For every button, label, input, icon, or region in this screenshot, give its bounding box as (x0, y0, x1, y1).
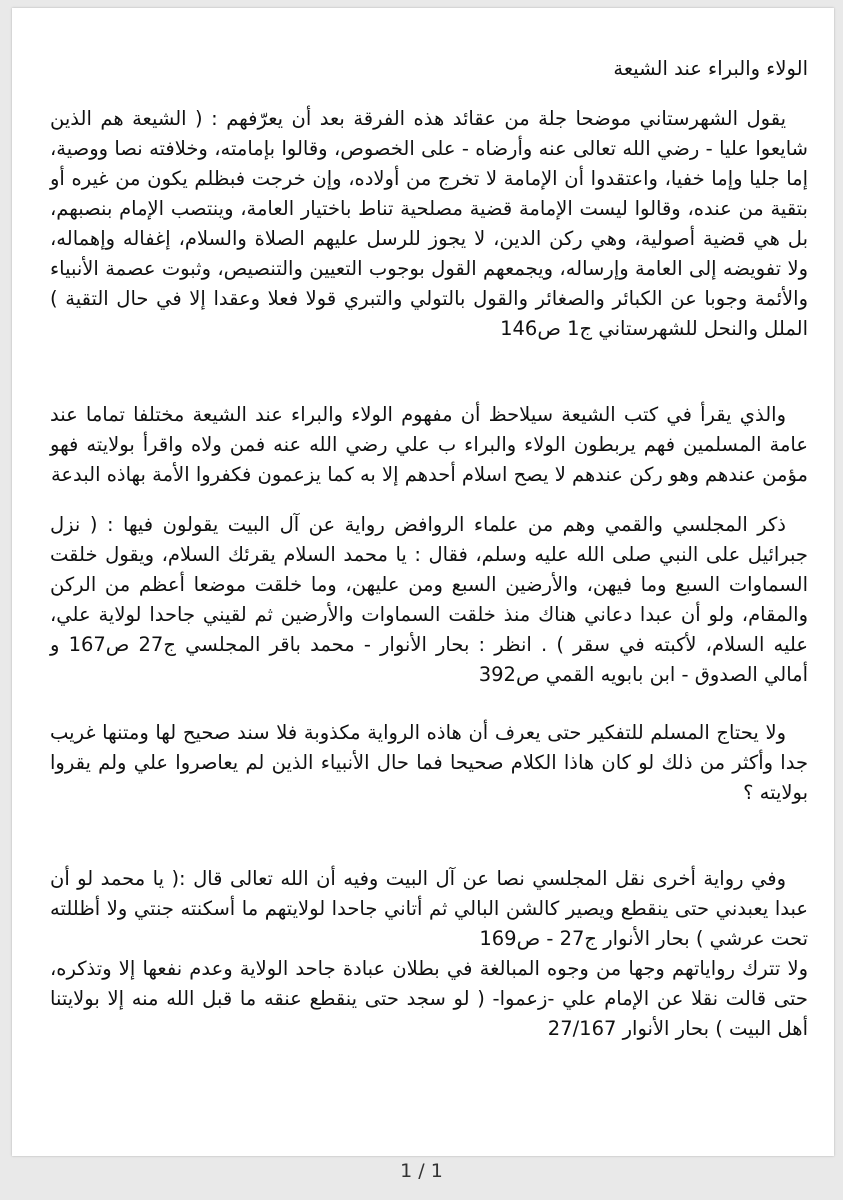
paragraph-shahrastani-quote: يقول الشهرستاني موضحا جلة من عقائد هذه الفرقة بعد أن يعرّفهم : ( الشيعة هم الذين شايعوا عليا - رضي الله تعالى عنه وأرضاه - على الخصوص، وقالوا بإمامته، وخلافته نصا ووصية، إما جليا وإما خفيا، واعتقدوا أن الإمامة لا تخرج من أولاده، وإن خرجت فبظلم يكون من غيره أو بتقية من عنده، وقالوا ليست الإمامة قضية مصلحية تناط باختيار العامة، وينتصب الإمام بنصبهم، بل هي قضية أصولية، وهي ركن الدين، لا يجوز للرسل عليهم الصلاة والسلام، إغفاله وإهماله، ولا تفويضه إلى العامة وإرساله، ويجمعهم القول بوجوب التعيين والتنصيص، وثبوت عصمة الأنبياء والأئمة وجوبا عن الكبائر والصغائر والقول بالتولي والتبري قولا فعلا وعقدا إلا في حال التقية ) الملل والنحل للشهرستاني ج1 ص146 (50, 107, 808, 340)
paragraph-concept-explanation: والذي يقرأ في كتب الشيعة سيلاحظ أن مفهوم الولاء والبراء عند الشيعة مختلفا تماما عند عامة المسلمين فهم يربطون الولاء والبراء ب علي رضي الله عنه فمن ولاه واقرأ بولايته فهو مؤمن عندهم وهو ركن عندهم لا يصح اسلام أحدهم إلا به كما يزعمون فكفروا الأمة بهاذه البدعة (50, 403, 808, 486)
paragraph-majlisi-qummi-narration: ذكر المجلسي والقمي وهم من علماء الروافض رواية عن آل البيت يقولون فيها : ( نزل جبرائيل على النبي صلى الله عليه وسلم، فقال : يا محمد السلام يقرئك السلام، ويقول خلقت السماوات السبع وما فيهن، والأرضين السبع ومن عليهن، وما خلقت موضعا أعظم من الركن والمقام، ولو أن عبدا دعاني هناك منذ خلقت السماوات والأرضين ثم لقيني جاحدا لولاية علي، عليه السلام، لأكبته في سقر ) . انظر : بحار الأنوار - محمد باقر المجلسي ج27 ص167 و أمالي الصدوق - ابن بابويه القمي ص392 (50, 513, 808, 686)
page-indicator: 1 / 1 (400, 1160, 443, 1182)
paragraph-refutation: ولا يحتاج المسلم للتفكير حتى يعرف أن هاذه الرواية مكذوبة فلا سند صحيح لها ومتنها غريب جدا وأكثر من ذلك لو كان هاذا الكلام صحيحا فما حال الأنبياء الذين لم يعاصروا علي ولم يقروا بولايته ؟ (50, 721, 808, 804)
paragraph-exaggeration: ولا تترك رواياتهم وجها من وجوه المبالغة في بطلان عبادة جاحد الولاية وعدم نفعها إلا وتذكره، حتى قالت نقلا عن الإمام علي -زعموا- ( لو سجد حتى ينقطع عنقه ما قبل الله منه إلا بولايتنا أهل البيت ) بحار الأنوار 27/167 (50, 957, 808, 1040)
document-title: الولاء والبراء عند الشيعة (613, 57, 808, 80)
document-body (50, 54, 808, 1044)
document-page (12, 8, 834, 1156)
paragraph-second-narration: وفي رواية أخرى نقل المجلسي نصا عن آل البيت وفيه أن الله تعالى قال :( يا محمد لو أن عبدا يعبدني حتى ينقطع ويصير كالشن البالي ثم أتاني جاحدا لولايتهم ما أسكنته جنتي ولا أظللته تحت عرشي ) بحار الأنوار ج27 - ص169 (50, 867, 808, 950)
